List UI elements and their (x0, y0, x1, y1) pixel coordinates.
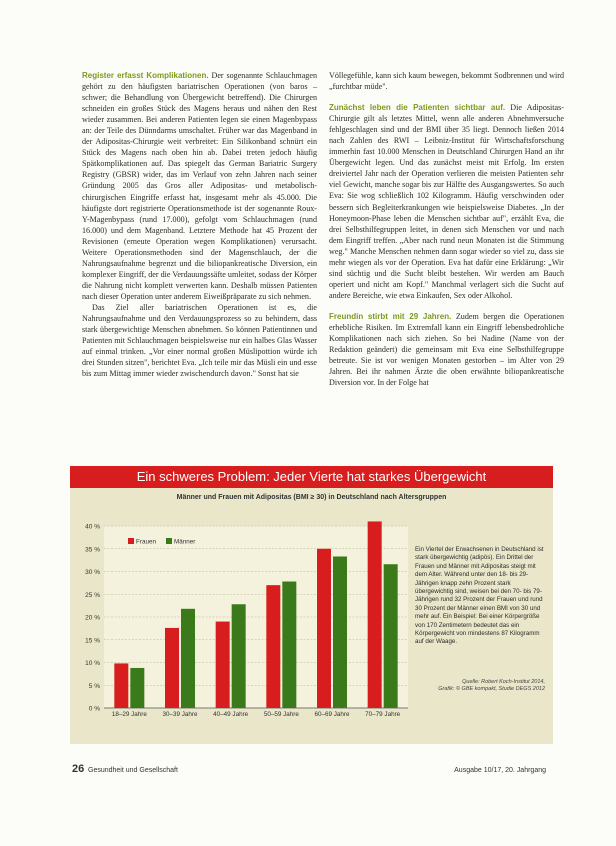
bar-männer (181, 609, 195, 708)
infographic-side-text: Ein Viertel der Erwachsenen in Deutschland ist stark übergewichtig (adipös). Ein Drittel der Frauen und Männer mit Adipositas steigt mit dem Alter. Während unter den 18- bis 29-Jährigen knapp zehn Prozent stark übergewichtig sind, weisen bei den 70- bis 79-Jährigen rund 32 Prozent der Frauen und rund 30 Prozent der Männer einen BMI von 30 und mehr auf. Ein Beispiel: Bei einer Körpergröße von 170 Zentimetern bedeutet das ein Körpergewicht von mindestens 87 Kilogramm auf der Waage. (415, 546, 544, 646)
chart-title: Männer und Frauen mit Adipositas (BMI ≥ 30) in Deutschland nach Altersgruppen (176, 494, 447, 501)
source-line: Grafik: © GBE kompakt, Studie DEGS 2012 (438, 686, 545, 693)
bar-frauen (317, 549, 331, 708)
paragraph-zunaechst (329, 102, 564, 301)
infographic-title: Ein schweres Problem: Jeder Vierte hat starkes Übergewicht (70, 466, 553, 488)
paragraph-text: Der sogenannte Schlauchmagen gehört zu den häufigsten bariatrischen Operationen (von baros – schwer; die Behandlung von Übergewicht betreffend). Die Chirurgen schneiden ein großes Stück des Magens heraus und nähen den Rest wieder zusammen. Bei anderen Patienten legen sie einen Magenbypass an: der Teile des Dünndarms umschaltet. Früher war das Magenband in der Adipositas-Chirurgie weit verbreitet: Ein Silikonband schnürt ein Stück des Magens nach oben hin ab. Dabei treten jedoch häufig Spätkomplikationen auf. Das spiegelt das German Bariatric Surgery Registry (GBSR) wider, das im Verlauf von zehn Jahren nach seiner Gründung 2005 das Gros aller Adipositas- und metabolisch-chirurgischen Eingriffe erfasst hat, insgesamt mehr als 45.000. Die häufigste dort registrierte Operationsmethode ist der sogenannte Roux-Y-Magenbypass (rund 17.000), gefolgt vom Schlauchmagen (rund 16.000) und dem Magenband. Letztere Methode hat 45 Prozent der Revisionen (erneute Operation wegen Komplikationen) verursacht. Weitere Operationsmethoden sind der Magenschlauch, der die Nahrungsaufnahme begrenzt und die biliopankreatische Diversion, ein komplexer Eingriff, der die Verdauungssäfte umleitet, sodass der Körper die Nahrung nicht komplett verwerten kann. Deshalb müssen Patienten nach dieser Operation unter anderem Eiweißpräparate zu sich nehmen. (82, 71, 317, 301)
bar-frauen (165, 628, 179, 708)
article-left-column (82, 70, 317, 379)
x-tick-label: 70–79 Jahre (365, 711, 401, 718)
source-line: Quelle: Robert Koch-Institut 2014, (462, 679, 545, 685)
legend-swatch (128, 538, 134, 544)
y-tick-label: 30 % (85, 569, 100, 576)
y-tick-label: 10 % (85, 660, 100, 667)
paragraph-ziel (82, 302, 317, 379)
x-tick-label: 30–39 Jahre (162, 711, 198, 718)
bar-männer (384, 564, 398, 708)
y-tick-label: 15 % (85, 637, 100, 645)
paragraph-text: Das Ziel aller bariatrischen Operationen ist es, die Nahrungsaufnahme und den Verdauungsprozess so zu behindern, dass stark übergewichtige Menschen abnehmen. So können Patientinnen und Patienten mit Schlauchmagen beispielsweise nur ein halbes Glas Wasser auf einmal trinken. „Vor einer normal großen Müslipottion würde ich drei Stunden sitzen", berichtet Eva. „Ich teile mir das Müsli ein und esse bis zum Mittag immer wieder zwischendurch davon." Sonst hat sie (82, 302, 317, 379)
article-right-column (329, 70, 564, 388)
bar-frauen (368, 521, 382, 708)
infographic (70, 466, 553, 744)
legend-label: Männer (174, 538, 196, 546)
legend-label: Frauen (136, 538, 156, 546)
paragraph-register (82, 70, 317, 302)
footer-issue: Ausgabe 10/17, 20. Jahrgang (454, 767, 546, 774)
x-tick-label: 50–59 Jahre (263, 711, 299, 718)
footer-magazine-name: Gesundheit und Gesellschaft (88, 767, 178, 774)
page-number: 26 (72, 763, 85, 775)
section-lead: Register erfasst Komplikationen. (82, 71, 209, 80)
x-tick-label: 18–29 Jahre (111, 711, 147, 718)
legend-swatch (166, 538, 172, 544)
paragraph-text: Die Adipositas-Chirurgie gilt als letztes Mittel, wenn alle anderen Abnehmversuche fehlgeschlagen sind und der BMI über 35 liegt. Dennoch ließen 2014 nach Zahlen des RWI – Leibniz-Institut für Wirtschaftsforschung immerhin fast 10.000 Menschen in Deutschland Chirurgen Hand an ihr Übergewicht legen. Und das zunächst meist mit Erfolg. Im ersten dreiviertel Jahr nach der Operation verlieren die meisten Patienten sehr viel Gewicht, manche sogar bis zur Hälfte des Ausgangswertes. So auch Eva: Sie wog schließlich 102 Kilogramm. Häufig verschwinden oder bessern sich Begleiterkrankungen wie beispielsweise Diabetes. „In der Honeymoon-Phase leben die Menschen sichtbar auf", erzählt Eva, die drei Selbsthilfegruppen leitet, in denen sich Menschen vor und nach dem Eingriff treffen. „Aber nach rund neun Monaten ist die Stimmung weg." Manche Menschen nehmen dann sogar wieder so viel zu, dass sie mehr wiegen als vor der Operation. Eva hat dafür eine Erklärung: „Wir sind süchtig und die Sucht bleibt bestehen. Wir werden am Bauch operiert und nicht am Kopf." Manchmal verlagert sich die Sucht auf andere Bereiche, wie etwa Einkaufen, Sex oder Alkohol. (329, 103, 564, 300)
y-tick-label: 20 % (85, 614, 100, 622)
bar-männer (282, 582, 296, 708)
infographic-source (415, 679, 545, 694)
y-tick-label: 0 % (88, 705, 100, 713)
bar-männer (130, 668, 144, 708)
bar-frauen (266, 585, 280, 708)
y-tick-label: 25 % (85, 591, 100, 599)
section-lead: Zunächst leben die Patienten sichtbar auf. (329, 103, 506, 113)
paragraph-text: Zudem bergen die Operationen erhebliche Risiken. Im Extremfall kann ein Eingriff lebensbedrohliche Komplikationen nach sich ziehen. So bei Nadine (Name von der Redaktion geändert) die gemeinsam mit Eva eine Selbsthilfegruppe betreute. Sie ist vor wenigen Monaten gestorben – im Alter von 29 Jahren. Bei ihr nahmen Ärzte die oben erwähnte biliopankreatische Diversion vor. In der Folge hat (329, 311, 564, 388)
paragraph-freundin (329, 311, 564, 388)
y-tick-label: 5 % (88, 682, 100, 690)
y-tick-label: 35 % (85, 546, 100, 554)
x-tick-label: 40–49 Jahre (213, 711, 249, 718)
bar-frauen (114, 663, 128, 708)
section-lead: Freundin stirbt mit 29 Jahren. (329, 311, 452, 321)
bar-männer (333, 556, 347, 708)
y-tick-label: 40 % (85, 523, 100, 531)
paragraph-text: Völlegefühle, kann sich kaum bewegen, bekommt Sodbrennen und wird „furchtbar müde". (329, 71, 564, 92)
x-tick-label: 60–69 Jahre (314, 711, 350, 718)
bar-frauen (216, 622, 230, 708)
paragraph-continuation (329, 70, 564, 92)
bar-männer (232, 604, 246, 708)
